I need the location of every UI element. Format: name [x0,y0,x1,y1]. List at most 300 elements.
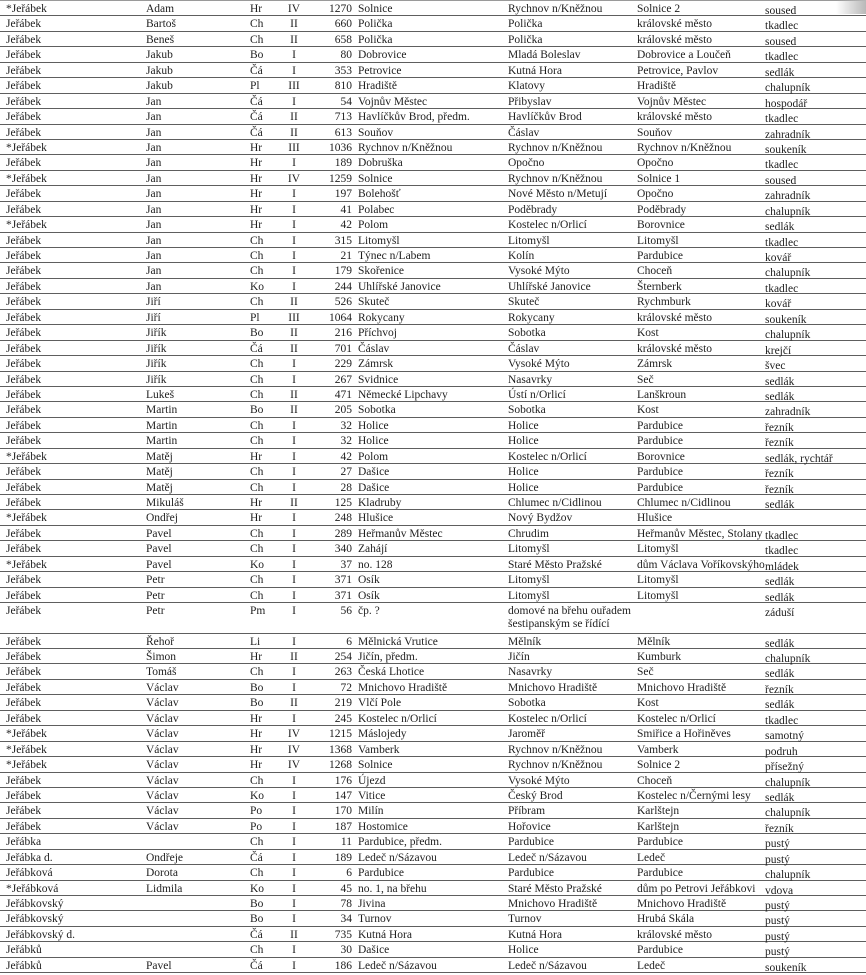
number-cell: 248 [334,512,352,525]
region-cell: Hr [250,203,263,216]
table-row [0,588,866,603]
estate-cell: Zámrsk [637,358,673,371]
class-cell: III [288,80,300,93]
first-name-cell: Jiřík [146,327,167,340]
place-cell: Týnec n/Labem [358,250,431,262]
occupation-cell: sedlák [765,791,795,804]
table-row [0,140,866,155]
place-cell: Česká Lhotice [358,666,425,679]
class-cell: II [290,327,298,340]
occupation-cell: chalupník [765,653,811,665]
table-row [0,649,866,664]
first-name-cell: Jiří [146,296,161,309]
place-cell: Újezd [358,774,386,787]
table-row [0,695,866,710]
surname-cell: Jeřábků [6,959,42,972]
region-cell: Ch [250,265,264,278]
region-cell: Bo [250,697,264,710]
class-cell: I [292,836,296,849]
surname-cell: Jeřábek [6,527,42,540]
first-name-cell: Ondřej [146,512,178,525]
district-cell: Sobotka [508,327,546,340]
class-cell: I [292,49,296,62]
district-line-1: domové na břehu ouřadem [508,605,631,618]
number-cell: 125 [334,497,352,509]
first-name-cell: Šimon [146,651,177,663]
region-cell: Ch [250,296,264,309]
surname-cell: Jeřábek [6,805,42,818]
district-cell: Kostelec n/Orlicí [508,712,587,725]
place-cell: Rokycany [358,311,405,324]
estate-cell: Souňov [637,126,673,139]
place-cell: Dašice [358,466,390,479]
place-cell: Kladruby [358,497,402,509]
surname-cell: Jeřábek [6,481,42,494]
class-cell: IV [287,3,301,15]
estate-cell: Ledeč [637,959,666,972]
region-cell: Čá [250,95,263,108]
estate-cell: Solnice 1 [637,172,681,185]
place-cell: Solnice [358,172,393,185]
class-cell: I [292,234,296,247]
table-row [0,109,866,124]
number-cell: 30 [340,944,352,957]
number-cell: 6 [346,635,352,648]
table-row [0,47,866,62]
district-line-2: šestipanským se řídící [508,618,610,631]
district-cell: Hořovice [508,820,551,833]
surname-cell: Jeřábek [6,635,42,648]
occupation-cell: pustý [765,900,790,912]
surname-cell: Jeřábek [6,327,42,340]
number-cell: 147 [334,789,352,802]
occupation-cell: řezník [765,683,794,696]
district-cell: Ústí n/Orlicí [508,388,566,401]
first-name-cell: Jan [146,219,162,232]
occupation-cell: sedlák [765,576,795,589]
number-cell: 613 [334,126,352,139]
class-cell: I [292,681,296,694]
district-cell: Chrudim [508,527,549,540]
class-cell: I [292,959,296,972]
first-name-cell: Václav [146,805,179,818]
estate-cell: královské město [637,33,713,46]
surname-cell: Jeřábek [6,18,42,31]
first-name-cell: Jan [146,188,162,201]
occupation-cell: sedlák [765,499,795,511]
surname-cell: *Jeřábek [6,743,47,756]
region-cell: Ch [250,33,264,46]
first-name-cell: Jan [146,141,162,154]
class-cell: I [292,64,296,77]
first-name-cell: Jakub [146,64,173,77]
occupation-cell: řezník [765,468,794,481]
number-cell: 11 [340,836,352,849]
place-cell: Heřmanův Městec [358,527,443,540]
place-cell: Polička [358,18,393,31]
region-cell: Bo [250,49,264,62]
estate-cell: Hrubá Skála [637,913,695,926]
district-cell [508,605,631,631]
number-cell: 526 [334,296,352,309]
region-cell: Čá [250,64,263,77]
district-cell: Havlíčkův Brod [508,111,582,124]
occupation-cell: tkadlec [765,20,799,33]
estate-cell: královské město [637,311,713,324]
table-row [0,171,866,186]
district-cell: Staré Město Pražské [508,558,602,571]
first-name-cell: Pavel [146,527,172,540]
class-cell: I [292,265,296,278]
number-cell: 32 [340,435,352,448]
class-cell: I [292,358,296,371]
region-cell: Hr [250,712,263,725]
surname-cell: Jeřábek [6,574,42,587]
occupation-cell: zahradník [765,128,811,141]
register-table [0,1,866,973]
class-cell: I [292,635,296,648]
table-row [0,433,866,448]
table-row [0,372,866,387]
surname-cell: Jeřábková [6,867,53,880]
place-cell: Sobotka [358,404,396,417]
region-cell: Ko [250,558,265,571]
occupation-cell: chalupník [765,267,811,280]
table-row [0,32,866,47]
region-cell: Ch [250,466,264,479]
district-cell: Vysoké Mýto [508,265,570,278]
class-cell: I [292,450,296,463]
place-cell: Osík [358,574,380,587]
table-row [0,356,866,371]
place-cell: Solnice [358,759,393,772]
estate-cell: Solnice 2 [637,759,681,772]
place-cell: Milín [358,805,384,818]
estate-cell: Seč [637,666,654,679]
first-name-cell: Martin [146,419,178,432]
first-name-cell: Petr [146,605,165,618]
first-name-cell: Lidmila [146,882,183,895]
surname-cell: Jeřábek [6,234,42,247]
first-name-cell: Jan [146,280,162,293]
district-cell: Staré Město Pražské [508,882,602,895]
class-cell: IV [287,743,301,756]
estate-cell: Karlštejn [637,820,680,833]
region-cell: Pm [250,605,266,618]
number-cell: 353 [334,64,352,77]
occupation-cell: podruh [765,745,798,758]
occupation-cell: tkadlec [765,51,799,64]
table-row [0,294,866,309]
table-row [0,495,866,510]
occupation-cell: švec [765,360,786,373]
number-cell: 45 [340,882,352,895]
place-cell: Hlušice [358,512,394,525]
region-cell: Ko [250,789,265,802]
estate-cell: Litomyšl [637,543,679,556]
table-row [0,248,866,263]
surname-cell: Jeřábek [6,774,42,787]
place-cell: Polom [358,219,389,232]
surname-cell: Jeřábek [6,157,42,170]
surname-cell: Jeřábek [6,111,42,124]
first-name-cell: Václav [146,697,179,710]
estate-cell: Rychmburk [637,296,691,309]
region-cell: Ch [250,419,264,432]
occupation-cell: sedlák [765,66,795,79]
table-row [0,927,866,942]
table-row [0,711,866,726]
class-cell: II [290,111,298,124]
estate-cell: Borovnice [637,450,685,463]
estate-cell: Rychnov n/Kněžnou [637,141,732,154]
district-cell: Jičín [508,651,530,663]
region-cell: Bo [250,327,264,340]
district-cell: Přibyslav [508,95,552,108]
first-name-cell: Lukeš [146,388,175,401]
region-cell: Čá [250,126,263,139]
district-cell: Čáslav [508,342,540,355]
estate-cell: Karlštejn [637,805,680,818]
number-cell: 41 [340,203,352,216]
first-name-cell: Bartoš [146,18,177,31]
place-cell: Holice [358,435,389,448]
occupation-cell: sedlák [765,591,795,604]
surname-cell: Jeřábek [6,250,42,262]
surname-cell: Jeřábek [6,126,42,139]
estate-cell: Poděbrady [637,203,687,216]
class-cell: I [292,512,296,525]
table-row [0,757,866,772]
number-cell: 471 [334,388,352,401]
number-cell: 187 [334,820,352,833]
estate-cell: Kost [637,404,659,417]
region-cell: Hr [250,728,263,741]
table-row [0,680,866,695]
occupation-cell: chalupník [765,82,811,95]
place-cell: Polom [358,450,389,463]
estate-cell: Chlumec n/Cidlinou [637,497,731,509]
number-cell: 371 [334,589,352,602]
estate-cell: královské město [637,111,713,124]
occupation-cell: soused [765,5,797,17]
surname-cell: *Jeřábek [6,512,47,525]
place-cell: Ledeč n/Sázavou [358,851,437,864]
class-cell: I [292,280,296,293]
class-cell: I [292,435,296,448]
number-cell: 340 [334,543,352,556]
district-cell: Uhlířské Janovice [508,280,591,293]
place-cell: Německé Lipchavy [358,388,448,401]
estate-cell: Heřmanův Městec, Stolany [637,527,763,540]
table-row [0,850,866,865]
class-cell: I [292,882,296,895]
table-row [0,819,866,834]
surname-cell: Jeřábek [6,33,42,46]
number-cell: 80 [340,49,352,62]
number-cell: 244 [334,280,352,293]
occupation-cell: záduší [765,607,795,620]
number-cell: 245 [334,712,352,725]
class-cell: I [292,188,296,201]
district-cell: Rychnov n/Kněžnou [508,759,603,772]
first-name-cell: Martin [146,404,178,417]
place-cell: Mnichovo Hradiště [358,681,448,694]
number-cell: 205 [334,404,352,417]
estate-cell: Lanškroun [637,388,687,401]
number-cell: 267 [334,373,352,386]
occupation-cell: pustý [765,946,790,959]
table-row [0,202,866,217]
class-cell: I [292,419,296,432]
district-cell: Vysoké Mýto [508,358,570,371]
table-row [0,480,866,495]
table-row [0,402,866,417]
region-cell: Hr [250,450,263,463]
class-cell: I [292,219,296,232]
table-row [0,94,866,109]
class-cell: II [290,697,298,710]
number-cell: 660 [334,18,352,31]
surname-cell: Jeřábka d. [6,851,53,864]
surname-cell: Jeřábek [6,820,42,833]
first-name-cell: Pavel [146,959,172,972]
occupation-cell: pustý [765,930,790,943]
occupation-cell: kovář [765,298,792,311]
number-cell: 219 [334,697,352,710]
occupation-cell: pustý [765,853,790,866]
region-cell: Po [250,805,263,818]
surname-cell: Jeřábek [6,712,42,725]
place-cell: Zahájí [358,543,388,556]
first-name-cell: Jan [146,265,162,278]
class-cell: I [292,867,296,880]
estate-cell: Litomyšl [637,589,679,602]
class-cell: I [292,589,296,602]
region-cell: Po [250,820,263,833]
place-cell: Turnov [358,913,392,926]
table-row [0,788,866,803]
table-row [0,418,866,433]
place-cell: Čáslav [358,342,390,355]
district-cell: Holice [508,419,539,432]
table-row [0,958,866,973]
surname-cell: Jeřábek [6,419,42,432]
estate-cell: Kostelec n/Orlicí [637,712,716,725]
region-cell: Čá [250,342,263,355]
class-cell: I [292,543,296,556]
occupation-cell: tkadlec [765,113,799,126]
estate-cell: Ledeč [637,851,666,864]
place-cell: Litomyšl [358,234,400,247]
first-name-cell: Jakub [146,49,173,62]
surname-cell: Jeřábek [6,388,42,401]
first-name-cell: Tomáš [146,666,177,679]
occupation-cell: tkadlec [765,236,799,249]
class-cell: I [292,481,296,494]
district-cell: Nasavrky [508,666,553,679]
table-row [0,911,866,926]
number-cell: 1368 [329,743,352,756]
occupation-cell: soused [765,174,797,187]
place-cell: Ledeč n/Sázavou [358,959,437,972]
first-name-cell: Jan [146,157,162,170]
place-cell: Dašice [358,481,390,494]
place-cell: Polička [358,33,393,46]
estate-cell: královské město [637,928,713,941]
number-cell: 6 [346,867,352,880]
class-cell: I [292,466,296,479]
region-cell: Ch [250,435,264,448]
region-cell: Ch [250,18,264,31]
number-cell: 1036 [329,141,352,154]
first-name-cell: Jan [146,111,162,124]
number-cell: 658 [334,33,352,46]
place-cell: Souňov [358,126,394,139]
first-name-cell: Jan [146,172,162,185]
first-name-cell: Václav [146,728,179,741]
region-cell: Ch [250,774,264,787]
place-cell: Holice [358,419,389,432]
estate-cell: Vamberk [637,743,679,756]
number-cell: 1215 [329,728,352,741]
surname-cell: *Jeřábek [6,450,47,463]
first-name-cell: Václav [146,712,179,725]
number-cell: 37 [340,558,352,571]
region-cell: Hr [250,743,263,756]
place-cell: Osík [358,589,380,602]
surname-cell: *Jeřábek [6,759,47,772]
surname-cell: *Jeřábek [6,172,47,185]
table-row [0,63,866,78]
place-cell: Dašice [358,944,390,957]
district-cell: Holice [508,435,539,448]
region-cell: Ch [250,574,264,587]
number-cell: 189 [334,851,352,864]
district-cell: Příbram [508,805,546,818]
table-row [0,603,866,634]
estate-cell: Kost [637,327,659,340]
estate-cell: Hradiště [637,80,676,93]
district-cell: Rychnov n/Kněžnou [508,743,603,756]
place-cell: Příchvoj [358,327,397,340]
region-cell: Čá [250,851,263,864]
surname-cell: *Jeřábek [6,141,47,154]
estate-cell: Pardubice [637,944,683,957]
number-cell: 179 [334,265,352,278]
table-row [0,541,866,556]
class-cell: I [292,712,296,725]
district-cell: Kutná Hora [508,64,562,77]
region-cell: Hr [250,497,263,509]
surname-cell: Jeřábek [6,404,42,417]
class-cell: II [290,404,298,417]
surname-cell: *Jeřábková [6,882,59,895]
place-cell: čp. ? [358,605,380,618]
surname-cell: Jeřábek [6,311,42,324]
district-cell: Kutná Hora [508,928,562,941]
number-cell: 28 [340,481,352,494]
first-name-cell: Jan [146,250,162,262]
number-cell: 21 [340,250,352,262]
class-cell: I [292,820,296,833]
estate-cell: Dobrovice a Loučeň [637,49,731,62]
district-cell: Mělník [508,635,542,648]
surname-cell: Jeřábek [6,681,42,694]
estate-cell: dům po Petrovi Jeřábkovi [637,882,756,895]
region-cell: Ch [250,543,264,556]
occupation-cell: sedlák [765,375,795,388]
